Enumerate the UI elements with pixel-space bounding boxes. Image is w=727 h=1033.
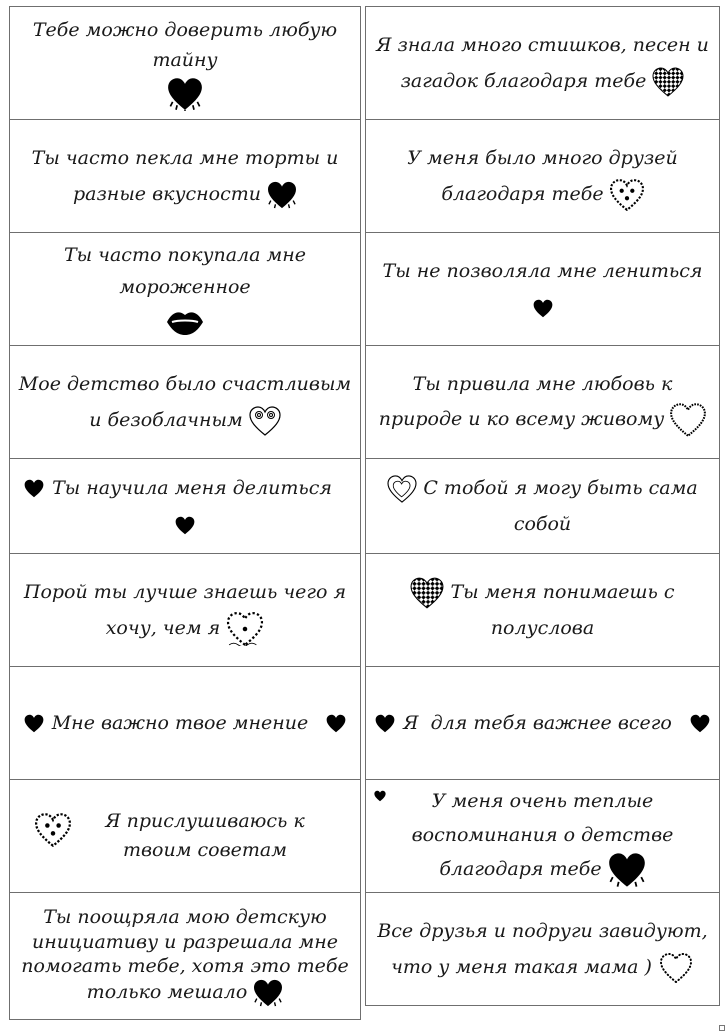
card-right-4 (365, 345, 720, 459)
flower-heart-icon (226, 612, 264, 646)
fringe-heart-icon (608, 852, 646, 888)
card-text: Ты часто пекла мне торты и разные вкусности (31, 146, 339, 205)
solid-heart-icon (24, 479, 44, 498)
card-text: У меня очень теплые воспоминания о детстве благодаря тебе (411, 789, 674, 881)
card-text: Я прислушиваюсь к твоим советам (105, 809, 305, 861)
fringe-heart-icon (253, 979, 283, 1007)
card-right-3 (365, 232, 720, 346)
card-right-8 (365, 779, 720, 893)
solid-heart-icon (533, 299, 553, 318)
card-text: Мое детство было счастливым и безоблачным (18, 372, 352, 431)
card-text: Порой ты лучше знаешь чего я хочу, чем я (23, 580, 347, 639)
card-left-4 (9, 345, 361, 459)
flower-heart-icon (610, 179, 644, 211)
card-text: Все друзья и подруги завидуют, что у меня такая мама ) (377, 919, 708, 978)
dotted-heart-icon (658, 953, 694, 983)
solid-heart-icon (175, 516, 195, 535)
solid-heart-icon (690, 714, 710, 733)
card-left-1 (9, 6, 361, 120)
card-text: Ты поощряла мою детскую инициативу и разрешала мне помогать тебе, хотя это тебе только мешало (21, 905, 349, 1004)
card-text: Ты научила меня делиться (52, 476, 332, 499)
card-right-1 (365, 6, 720, 120)
card-text: Ты часто покупала мне мороженное (63, 243, 307, 298)
card-left-2 (9, 119, 361, 233)
card-text: Мне важно твое мнение (51, 711, 309, 734)
page-corner-marker (719, 1025, 725, 1031)
flower-heart-icon (35, 813, 71, 847)
solid-heart-icon (375, 714, 395, 733)
card-text: Ты привила мне любовь к природе и ко всему живому (378, 373, 673, 430)
lips-icon (166, 308, 204, 336)
card-right-7 (365, 666, 720, 780)
card-left-9 (9, 892, 361, 1020)
card-left-5 (9, 458, 361, 554)
card-text: Тебе можно доверить любую тайну (32, 18, 338, 71)
card-right-2 (365, 119, 720, 233)
fringe-heart-icon (167, 77, 203, 111)
small-heart-icon (374, 790, 386, 802)
card-left-3 (9, 232, 361, 346)
card-left-7 (9, 666, 361, 780)
solid-heart-icon (326, 714, 346, 733)
checkered-heart-icon (410, 577, 444, 609)
solid-heart-icon (24, 714, 44, 733)
fringe-heart-icon (267, 181, 297, 209)
card-right-9 (365, 892, 720, 1006)
card-text: Ты не позволяла мне лениться (382, 259, 703, 282)
card-left-8 (9, 779, 361, 893)
swirl-heart-icon (249, 406, 281, 436)
outline-heart-icon (387, 475, 417, 503)
card-text: У меня было много друзей благодаря тебе (407, 146, 678, 205)
card-left-6 (9, 553, 361, 667)
checkered-heart-icon (652, 67, 684, 97)
card-right-6 (365, 553, 720, 667)
card-text: Я знала много стишков, песен и загадок благодаря тебе (376, 33, 709, 92)
card-text: Ты меня понимаешь с полуслова (450, 580, 675, 639)
lace-heart-icon (670, 403, 706, 437)
card-right-5 (365, 458, 720, 554)
card-text: Я для тебя важнее всего (403, 711, 672, 734)
card-text: С тобой я могу быть сама собой (423, 476, 698, 535)
